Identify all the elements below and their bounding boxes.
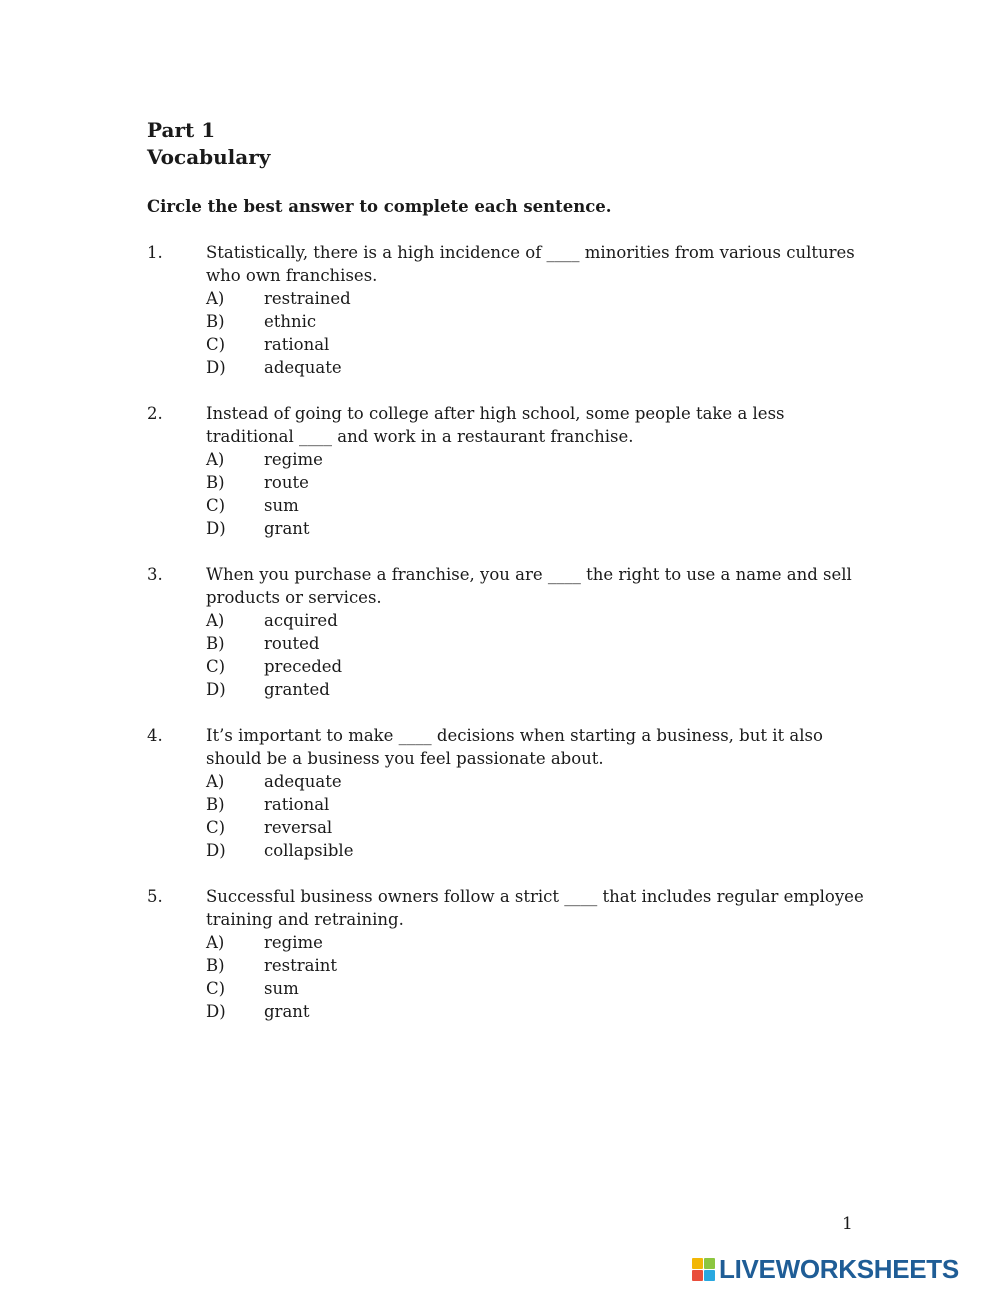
option-text: rational xyxy=(264,335,330,354)
option-c[interactable] xyxy=(206,333,867,356)
option-d[interactable] xyxy=(206,678,867,701)
option-text: adequate xyxy=(264,772,342,791)
option-letter: B) xyxy=(206,312,225,331)
option-b[interactable] xyxy=(206,793,867,816)
option-b[interactable] xyxy=(206,471,867,494)
option-a[interactable] xyxy=(206,287,867,310)
option-text: sum xyxy=(264,496,299,515)
option-text: granted xyxy=(264,680,330,699)
option-text: regime xyxy=(264,450,323,469)
logo-square-red xyxy=(692,1270,703,1281)
option-text: restraint xyxy=(264,956,338,975)
logo-square-yellow xyxy=(692,1258,703,1269)
option-text: grant xyxy=(264,1002,310,1021)
logo-square-green xyxy=(704,1258,715,1269)
option-letter: C) xyxy=(206,496,226,515)
option-c[interactable] xyxy=(206,977,867,1000)
section-title: Vocabulary xyxy=(147,145,271,169)
option-letter: B) xyxy=(206,634,225,653)
option-text: grant xyxy=(264,519,310,538)
option-text: regime xyxy=(264,933,323,952)
question-3 xyxy=(147,563,867,701)
instruction-text: Circle the best answer to complete each sentence. xyxy=(147,197,612,216)
option-letter: C) xyxy=(206,335,226,354)
question-number: 5. xyxy=(147,887,163,906)
question-number: 3. xyxy=(147,565,163,584)
question-text: Successful business owners follow a strict ____ that includes regular employee training and retraining. xyxy=(206,887,864,929)
option-d[interactable] xyxy=(206,356,867,379)
option-letter: B) xyxy=(206,473,225,492)
option-c[interactable] xyxy=(206,494,867,517)
option-text: restrained xyxy=(264,289,351,308)
option-c[interactable] xyxy=(206,816,867,839)
option-text: rational xyxy=(264,795,330,814)
option-text: sum xyxy=(264,979,299,998)
option-letter: D) xyxy=(206,1002,226,1021)
question-text: Statistically, there is a high incidence of ____ minorities from various cultures who own franchises. xyxy=(206,243,855,285)
option-d[interactable] xyxy=(206,517,867,540)
question-text: When you purchase a franchise, you are ____ the right to use a name and sell products or services. xyxy=(206,565,852,607)
liveworksheets-logo-icon xyxy=(692,1258,715,1281)
question-1 xyxy=(147,241,867,379)
option-c[interactable] xyxy=(206,655,867,678)
option-a[interactable] xyxy=(206,931,867,954)
question-text: It’s important to make ____ decisions when starting a business, but it also should be a business you feel passionate about. xyxy=(206,726,823,768)
option-letter: C) xyxy=(206,657,226,676)
option-letter: B) xyxy=(206,795,225,814)
option-letter: A) xyxy=(206,611,225,630)
question-4 xyxy=(147,724,867,862)
question-number: 1. xyxy=(147,243,163,262)
option-d[interactable] xyxy=(206,1000,867,1023)
option-letter: D) xyxy=(206,680,226,699)
option-text: reversal xyxy=(264,818,333,837)
option-letter: C) xyxy=(206,818,226,837)
option-a[interactable] xyxy=(206,609,867,632)
question-number: 2. xyxy=(147,404,163,423)
option-text: route xyxy=(264,473,309,492)
option-text: collapsible xyxy=(264,841,354,860)
option-b[interactable] xyxy=(206,632,867,655)
option-letter: D) xyxy=(206,841,226,860)
option-text: ethnic xyxy=(264,312,317,331)
option-letter: A) xyxy=(206,450,225,469)
option-letter: D) xyxy=(206,519,226,538)
option-b[interactable] xyxy=(206,954,867,977)
option-letter: C) xyxy=(206,979,226,998)
option-letter: A) xyxy=(206,289,225,308)
option-text: adequate xyxy=(264,358,342,377)
question-2 xyxy=(147,402,867,540)
option-text: preceded xyxy=(264,657,343,676)
option-letter: A) xyxy=(206,933,225,952)
option-letter: A) xyxy=(206,772,225,791)
page-number: 1 xyxy=(842,1214,853,1234)
question-text: Instead of going to college after high school, some people take a less traditional ____ and work in a restaurant franchise. xyxy=(206,404,785,446)
option-b[interactable] xyxy=(206,310,867,333)
logo-square-blue xyxy=(704,1270,715,1281)
option-text: acquired xyxy=(264,611,338,630)
option-text: routed xyxy=(264,634,320,653)
option-letter: D) xyxy=(206,358,226,377)
logo-text: LIVEWORKSHEETS xyxy=(719,1253,959,1284)
liveworksheets-logo xyxy=(692,1252,959,1286)
option-letter: B) xyxy=(206,956,225,975)
question-number: 4. xyxy=(147,726,163,745)
question-5 xyxy=(147,885,867,1023)
option-a[interactable] xyxy=(206,448,867,471)
option-a[interactable] xyxy=(206,770,867,793)
option-d[interactable] xyxy=(206,839,867,862)
part-label: Part 1 xyxy=(147,118,216,142)
